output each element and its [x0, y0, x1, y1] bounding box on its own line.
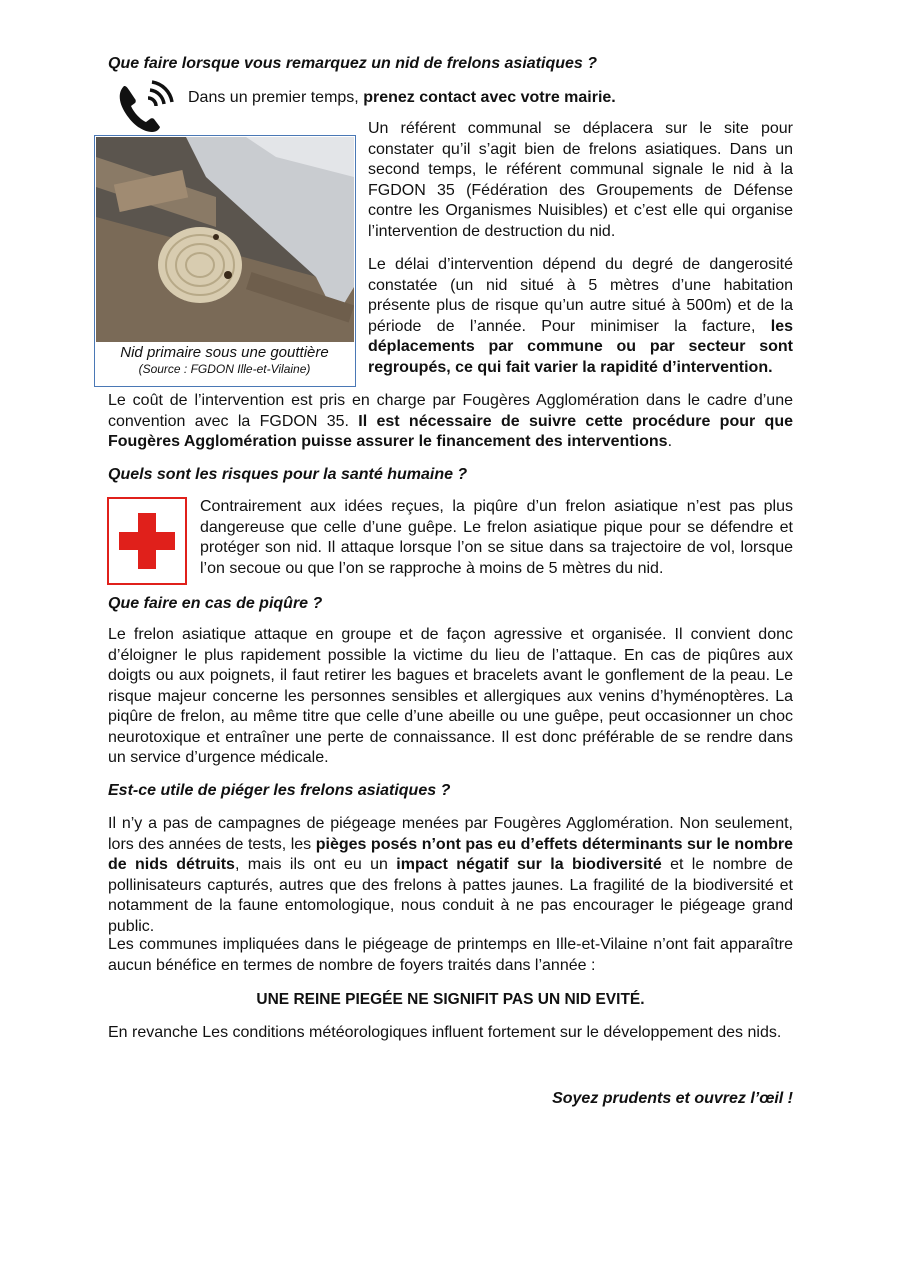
photo-frame: [94, 135, 356, 387]
nest-photo: [96, 137, 354, 342]
trapping-paragraph: Il n’y a pas de campagnes de piégeage menées par Fougères Agglomération. Non seulement, lors des années de tests, les pièges posés n’ont pas eu d’effets déterminants sur le nombre de nids détruits, mais ils ont eu un impact négatif sur la biodiversité et le nombre de pollinisateurs capturés, autres que des frelons à pattes jaunes. La fragilité de la biodiversité et notamment de la faune entomologique, nous conduit à ne pas encourager le piégeage grand public.: [108, 815, 794, 935]
weather-paragraph: En revanche Les conditions météorologiques influent fortement sur le développement des nids.: [108, 1024, 782, 1041]
communes-paragraph: Les communes impliquées dans le piégeage de printemps en Ille-et-Vilaine n’ont fait apparaître aucun bénéfice en termes de nombre de foyers traités dans l’année :: [108, 936, 793, 974]
slogan: UNE REINE PIEGÉE NE SIGNIFIT PAS UN NID EVITÉ.: [256, 991, 645, 1008]
closing-line: Soyez prudents et ouvrez l’œil !: [552, 1090, 793, 1107]
health-paragraph: Contrairement aux idées reçues, la piqûre d’un frelon asiatique n’est pas plus dangereuse que celle d’une guêpe. Le frelon asiatique pique pour se défendre et protéger son nid. Il attaque lorsque l’on se situe dans sa trajectoire de vol, lorsque l’on secoue ou que l’on se rapproche à moins de 5 mètres du nid.: [200, 498, 793, 577]
heading-health-risks: Quels sont les risques pour la santé humaine ?: [108, 466, 468, 483]
heading-nest-found: Que faire lorsque vous remarquez un nid de frelons asiatiques ?: [108, 55, 598, 72]
referent-paragraph: Un référent communal se déplacera sur le site pour constater qu’il s’agit bien de frelons asiatiques. Dans un second temps, le référent communal signale le nid à la FGDON 35 (Fédération des Groupements de Défense contre les Organismes Nuisibles) et c’est elle qui organise l’intervention de destruction du nid.: [368, 120, 793, 240]
contact-intro: Dans un premier temps, prenez contact avec votre mairie.: [188, 89, 616, 106]
delay-paragraph: Le délai d’intervention dépend du degré de dangerosité constatée (un nid situé à 5 mètres d’une habitation présente plus de risque qu’un autre situé à 500m) et de la période de l’année. Pour minimiser la facture, les déplacements par commune ou par secteur sont regroupés, ce qui fait varier la rapidité d’intervention.: [368, 256, 793, 376]
red-cross-icon: [107, 497, 187, 585]
phone-icon: [114, 78, 178, 136]
heading-trapping: Est-ce utile de piéger les frelons asiatiques ?: [108, 782, 451, 799]
photo-caption: Nid primaire sous une gouttière: [120, 344, 329, 361]
photo-source: (Source : FGDON Ille-et-Vilaine): [138, 362, 311, 376]
sting-paragraph: Le frelon asiatique attaque en groupe et de façon agressive et organisée. Il convient donc d’éloigner le plus rapidement possible la victime du lieu de l’attaque. En cas de piqûres aux doigts ou aux poignets, il faut retirer les bagues et bracelets avant le gonflement de la peau. Le risque majeur concerne les personnes sensibles et allergiques aux venins d’hyménoptères. La piqûre de frelon, au même titre que celle d’une abeille ou une guêpe, peut occasionner un choc neurotoxique et entraîner une perte de connaissance. Il est donc préférable de se rendre dans un service d’urgence médicale.: [108, 626, 793, 766]
cost-paragraph: Le coût de l’intervention est pris en charge par Fougères Agglomération dans le cadre d’une convention avec la FGDON 35. Il est nécessaire de suivre cette procédure pour que Fougères Agglomération puisse assurer le financement des interventions.: [108, 392, 793, 450]
heading-sting: Que faire en cas de piqûre ?: [108, 595, 323, 612]
